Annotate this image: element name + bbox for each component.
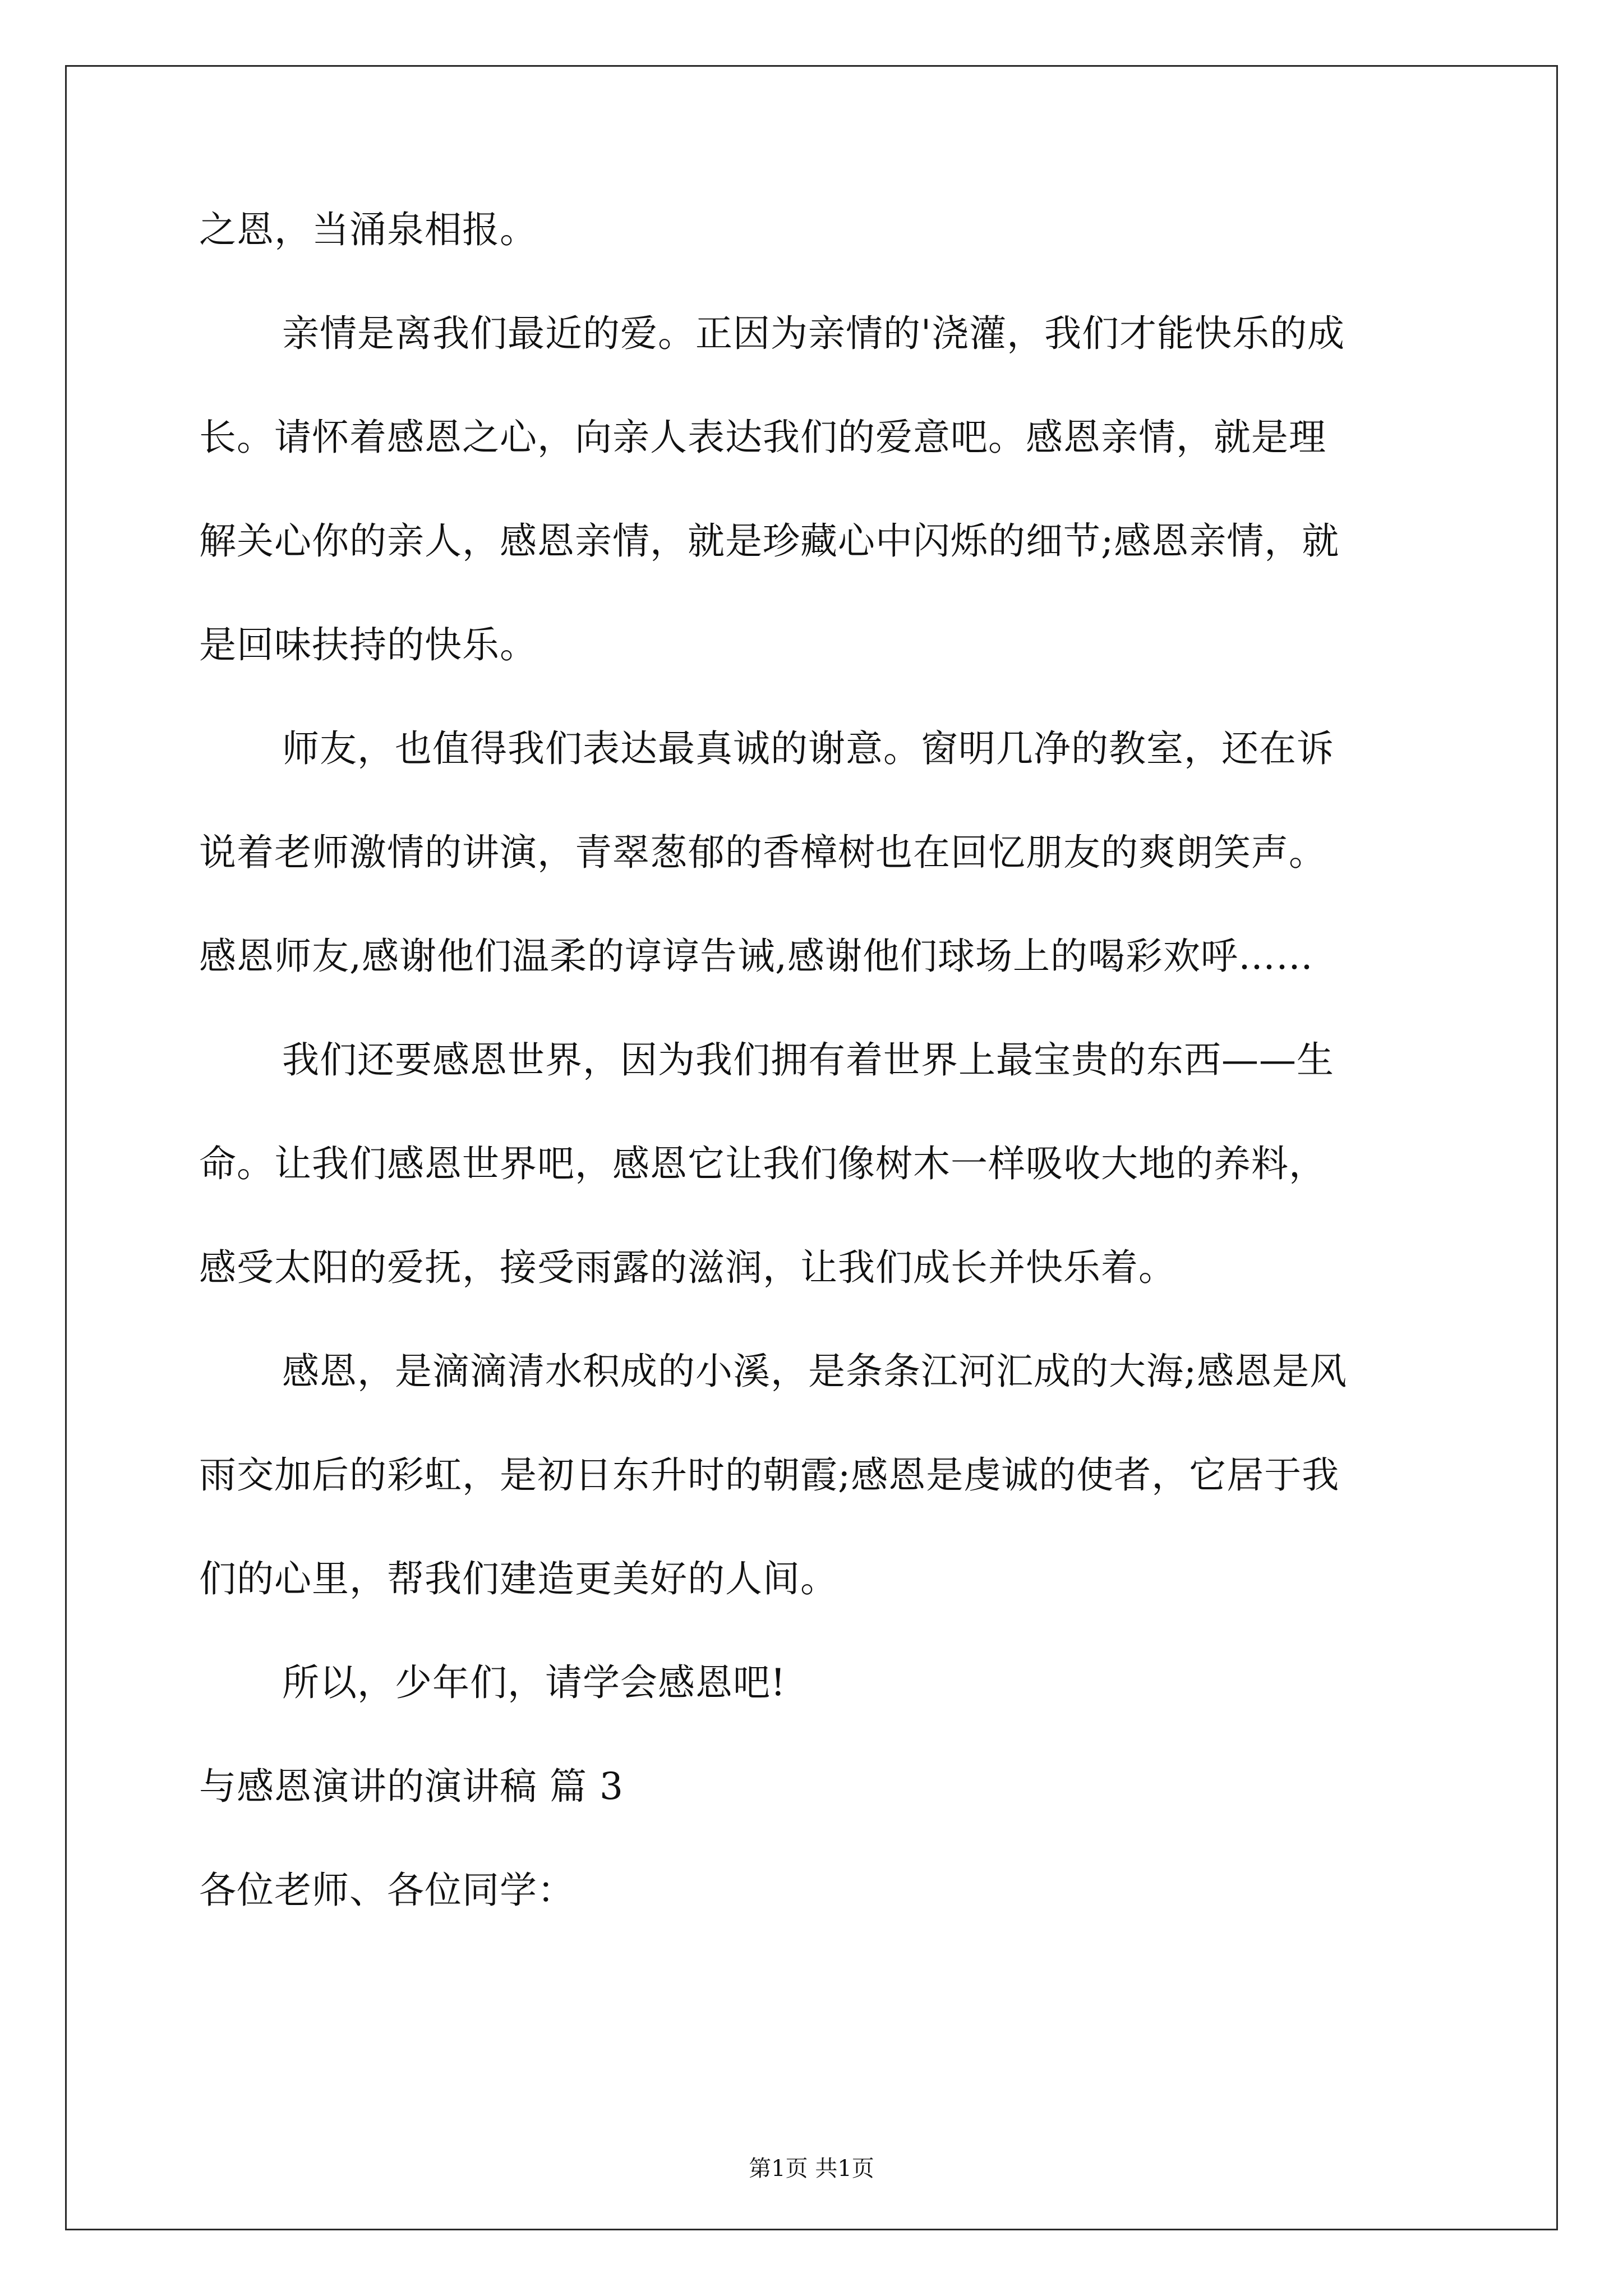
- text-line: 我们还要感恩世界，因为我们拥有着世界上最宝贵的东西——生: [282, 1038, 1334, 1082]
- page-footer: 第1页 共1页: [749, 2156, 874, 2182]
- text-line: 命。让我们感恩世界吧，感恩它让我们像树木一样吸收大地的养料，: [199, 1142, 1326, 1185]
- text-line: 所以，少年们，请学会感恩吧!: [282, 1661, 786, 1704]
- text-line: 是回味扶持的快乐。: [199, 623, 537, 666]
- section-heading: 与感恩演讲的演讲稿 篇 3: [199, 1765, 624, 1808]
- text-line: 雨交加后的彩虹，是初日东升时的朝霞;感恩是虔诚的使者，它居于我: [199, 1453, 1340, 1497]
- salutation: 各位老师、各位同学：: [199, 1869, 575, 1912]
- text-line: 之恩，当涌泉相报。: [199, 208, 537, 251]
- text-line: 师友，也值得我们表达最真诚的谢意。窗明几净的教室，还在诉: [282, 727, 1334, 770]
- text-line: 感恩，是滴滴清水积成的小溪，是条条江河汇成的大海;感恩是风: [282, 1350, 1348, 1393]
- text-line: 长。请怀着感恩之心，向亲人表达我们的爱意吧。感恩亲情，就是理: [199, 416, 1326, 459]
- text-line: 说着老师激情的讲演，青翠葱郁的香樟树也在回忆朋友的爽朗笑声。: [199, 831, 1326, 874]
- text-line: 亲情是离我们最近的爱。正因为亲情的'浇灌，我们才能快乐的成: [282, 312, 1345, 355]
- text-line: 感受太阳的爱抚，接受雨露的滋润，让我们成长并快乐着。: [199, 1246, 1176, 1289]
- text-line: 们的心里，帮我们建造更美好的人间。: [199, 1557, 838, 1600]
- text-line: 解关心你的亲人，感恩亲情，就是珍藏心中闪烁的细节;感恩亲情，就: [199, 519, 1340, 563]
- text-line: 感恩师友,感谢他们温柔的谆谆告诫,感谢他们球场上的喝彩欢呼……: [199, 935, 1313, 978]
